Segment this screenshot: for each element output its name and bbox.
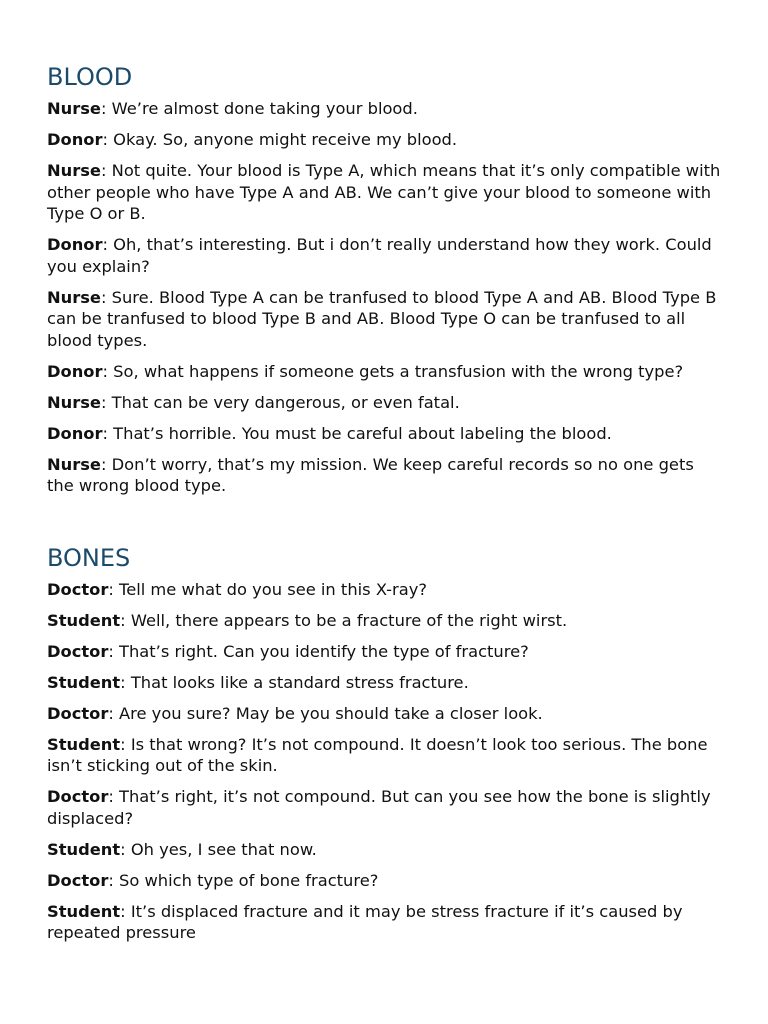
speaker-name: Student: [47, 901, 121, 921]
dialogue-line: [47, 160, 724, 225]
dialogue-text: : Oh, that’s interesting. But i don’t really understand how they work. Could you explain?: [47, 235, 712, 276]
dialogue-line: [47, 610, 724, 632]
speaker-name: Student: [47, 610, 121, 630]
dialogue-line: [47, 901, 724, 944]
dialogue-line: [47, 786, 724, 829]
section-title: BONES: [47, 543, 131, 572]
speaker-name: Student: [47, 839, 121, 859]
dialogue-line: [47, 672, 724, 694]
section-title: BLOOD: [47, 63, 133, 91]
dialogue-line: [47, 734, 724, 777]
speaker-name: Nurse: [47, 454, 101, 474]
dialogue-text: : That looks like a standard stress fracture.: [120, 672, 469, 692]
dialogue-text: : Sure. Blood Type A can be tranfused to blood Type A and AB. Blood Type B can be tranfused to blood Type B and AB. Blood Type O can be tranfused to all blood types.: [47, 287, 717, 350]
dialogue-text: : That’s right. Can you identify the type of fracture?: [108, 641, 529, 661]
speaker-name: Student: [47, 734, 121, 754]
speaker-name: Student: [47, 672, 121, 692]
speaker-name: Doctor: [47, 703, 109, 723]
speaker-name: Doctor: [47, 787, 109, 806]
dialogue-line: [47, 839, 724, 861]
dialogue-text: : Don’t worry, that’s my mission. We keep careful records so no one gets the wrong blood type.: [47, 454, 694, 495]
speaker-name: Nurse: [47, 99, 101, 118]
dialogue-text: : That’s right, it’s not compound. But can you see how the bone is slightly displaced?: [47, 787, 711, 828]
dialogue-text: : Well, there appears to be a fracture of the right wirst.: [120, 610, 568, 630]
dialogue-text: : Is that wrong? It’s not compound. It doesn’t look too serious. The bone isn’t sticking out of the skin.: [47, 734, 708, 775]
dialogue-text: : Tell me what do you see in this X-ray?: [108, 579, 427, 599]
dialogue-line: [47, 361, 724, 383]
speaker-name: Doctor: [47, 641, 109, 661]
dialogue-line: [47, 423, 724, 445]
dialogue-text: : So which type of bone fracture?: [108, 870, 379, 890]
dialogue-text: : Oh yes, I see that now.: [120, 839, 317, 859]
dialogue-line: [47, 129, 724, 151]
dialogue-line: [47, 870, 724, 892]
dialogue-text: : Are you sure? May be you should take a closer look.: [108, 703, 543, 723]
dialogue-text: : Okay. So, anyone might receive my blood.: [102, 130, 458, 149]
dialogue-line: [47, 641, 724, 663]
dialogue-line: [47, 454, 724, 497]
speaker-name: Doctor: [47, 870, 109, 890]
speaker-name: Donor: [47, 423, 103, 443]
dialogue-line: [47, 579, 724, 601]
speaker-name: Nurse: [47, 392, 101, 412]
speaker-name: Donor: [47, 130, 103, 149]
dialogue-text: : That can be very dangerous, or even fatal.: [100, 392, 460, 412]
dialogue-line: [47, 98, 724, 120]
speaker-name: Donor: [47, 361, 103, 381]
dialogue-line: [47, 234, 724, 277]
dialogue-line: [47, 703, 724, 725]
speaker-name: Nurse: [47, 161, 101, 180]
dialogue-text: : We’re almost done taking your blood.: [100, 99, 418, 118]
dialogue-text: : Not quite. Your blood is Type A, which means that it’s only compatible with other people who have Type A and AB. We can’t give your blood to someone with Type O or B.: [47, 161, 721, 223]
dialogue-line: [47, 287, 724, 352]
section-bones: [47, 543, 724, 944]
dialogue-text: : That’s horrible. You must be careful about labeling the blood.: [102, 423, 612, 443]
speaker-name: Donor: [47, 235, 103, 254]
speaker-name: Doctor: [47, 579, 109, 599]
section-blood: [47, 62, 724, 497]
dialogue-text: : It’s displaced fracture and it may be stress fracture if it’s caused by repeated pressure: [47, 901, 683, 942]
dialogue-text: : So, what happens if someone gets a transfusion with the wrong type?: [102, 361, 684, 381]
dialogue-line: [47, 392, 724, 414]
speaker-name: Nurse: [47, 287, 101, 307]
